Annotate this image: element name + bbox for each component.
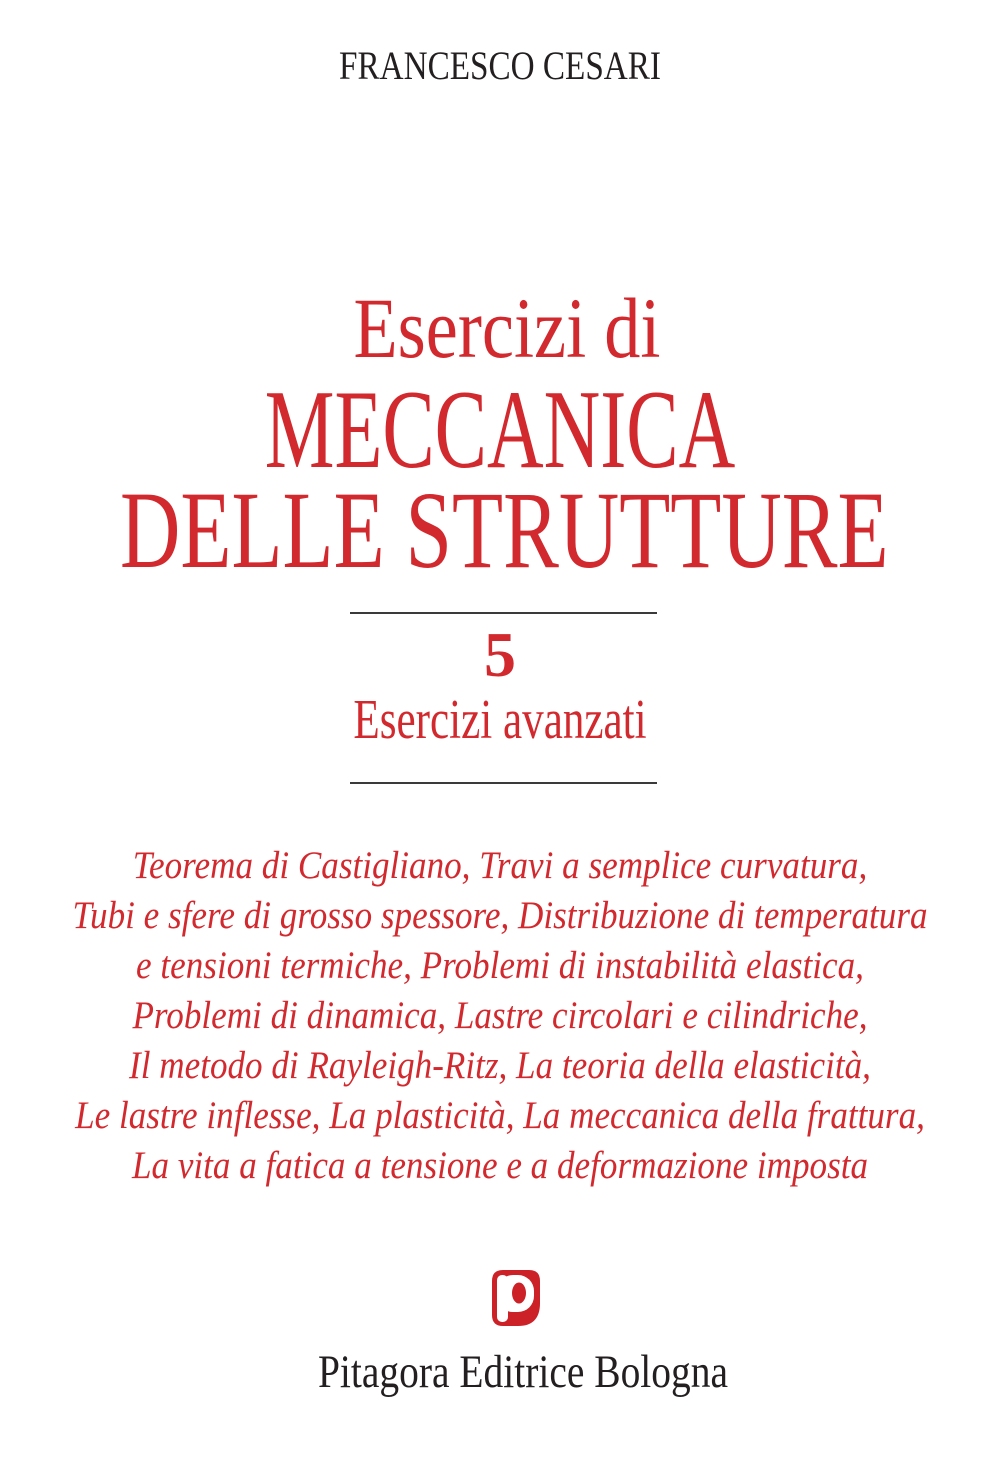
- description-line: Problemi di dinamica, Lastre circolari e cilindriche,: [132, 994, 868, 1037]
- description-line: Tubi e sfere di grosso spessore, Distribuzione di temperatura: [72, 894, 928, 937]
- divider-rule-bottom: [350, 782, 657, 784]
- description-line: Teorema di Castigliano, Travi a semplice curvatura,: [132, 844, 868, 887]
- description-line: Le lastre inflesse, La plasticità, La meccanica della frattura,: [75, 1094, 925, 1137]
- topics-description: [0, 841, 1000, 1191]
- description-line: e tensioni termiche, Problemi di instabilità elastica,: [136, 944, 864, 987]
- title-line-1: Esercizi di: [353, 280, 661, 376]
- author-name: FRANCESCO CESARI: [339, 43, 661, 88]
- title-line-2: MECCANICA: [264, 368, 736, 492]
- title-line-3: DELLE STRUTTURE: [120, 469, 889, 591]
- volume-number: 5: [484, 619, 516, 690]
- pitagora-p-logo-icon: [492, 1270, 540, 1326]
- description-line: La vita a fatica a tensione e a deformazione imposta: [131, 1144, 869, 1187]
- divider-rule-top: [350, 612, 657, 614]
- publisher-name: Pitagora Editrice Bologna: [317, 1346, 729, 1398]
- description-line: Il metodo di Rayleigh-Ritz, La teoria della elasticità,: [129, 1044, 871, 1087]
- volume-subtitle: Esercizi avanzati: [353, 689, 647, 751]
